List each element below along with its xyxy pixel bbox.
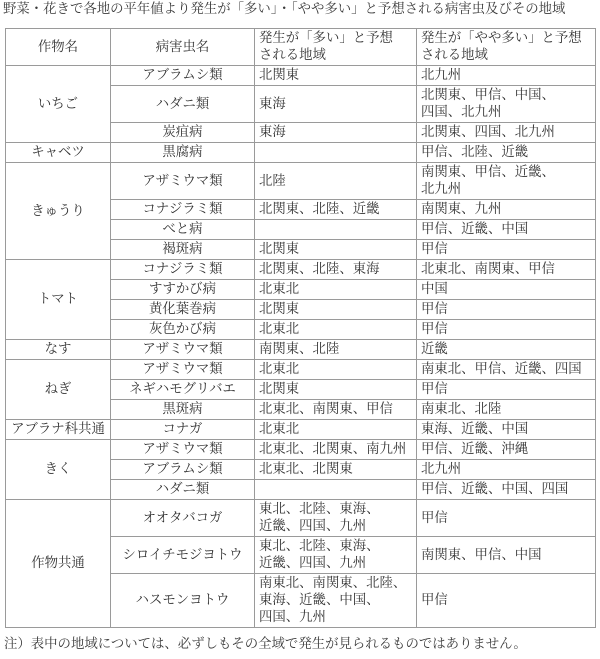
pest-name-cell: すすかび病 — [111, 280, 255, 300]
region-line: 北関東、北陸、東海 — [259, 262, 380, 277]
header-slightly-high-regions — [417, 29, 596, 66]
region-line: 北東北、北関東 — [259, 462, 353, 477]
slightly-high-regions-cell — [417, 200, 596, 220]
table-row — [6, 260, 596, 280]
slightly-high-regions-cell — [417, 143, 596, 163]
region-line: 北関東 — [259, 382, 300, 397]
region-line: 南東北、南関東、北陸、 — [259, 576, 407, 591]
high-regions-cell — [255, 460, 417, 480]
slightly-high-regions-cell — [417, 300, 596, 320]
header-high-regions — [255, 29, 417, 66]
region-line: 近畿、四国、九州 — [259, 556, 367, 571]
high-regions-cell — [255, 480, 417, 500]
slightly-high-regions-cell — [417, 320, 596, 340]
slightly-high-regions-cell — [417, 86, 596, 123]
pest-name-cell: アザミウマ類 — [111, 163, 255, 200]
pest-name-cell: 黒腐病 — [111, 143, 255, 163]
region-line: 甲信 — [421, 593, 448, 608]
table-row — [6, 143, 596, 163]
region-line: 北関東 — [259, 302, 300, 317]
table-row — [6, 420, 596, 440]
slightly-high-regions-cell — [417, 340, 596, 360]
crop-cell: 作物共通 — [6, 500, 111, 628]
region-line: 北陸 — [259, 173, 286, 189]
crop-cell: キャベツ — [6, 143, 111, 163]
header-pest: 病害虫名 — [111, 29, 255, 66]
pest-name-cell: ハスモンヨトウ — [111, 574, 255, 628]
pest-name-cell: アブラムシ類 — [111, 460, 255, 480]
region-line: 東海 — [259, 125, 286, 140]
slightly-high-regions-cell — [417, 480, 596, 500]
region-line: 北関東 — [259, 242, 300, 257]
pest-name-cell: コナジラミ類 — [111, 260, 255, 280]
region-line: 北関東、甲信、中国、 — [421, 88, 555, 103]
header-line: される地域 — [421, 48, 488, 63]
region-line: 近畿 — [421, 342, 448, 357]
pest-forecast-table — [5, 28, 596, 628]
region-line: 東海 — [259, 96, 286, 112]
crop-cell: アブラナ科共通 — [6, 420, 111, 440]
high-regions-cell — [255, 66, 417, 86]
slightly-high-regions-cell — [417, 420, 596, 440]
high-regions-cell — [255, 500, 417, 537]
region-line: 甲信、北陸、近畿 — [421, 145, 529, 160]
region-line: 北東北 — [259, 362, 300, 377]
crop-cell: きゅうり — [6, 163, 111, 260]
region-line: 南関東、北陸 — [259, 342, 340, 357]
pest-name-cell: 灰色かび病 — [111, 320, 255, 340]
region-line: 南東北、北陸 — [421, 402, 502, 417]
high-regions-cell — [255, 280, 417, 300]
high-regions-cell — [255, 163, 417, 200]
slightly-high-regions-cell — [417, 280, 596, 300]
region-line: 北東北 — [259, 282, 300, 297]
high-regions-cell — [255, 340, 417, 360]
region-line: 甲信 — [421, 302, 448, 317]
slightly-high-regions-cell — [417, 360, 596, 380]
region-line: 中国 — [421, 282, 448, 297]
region-line: 東海、近畿、中国 — [421, 422, 529, 437]
slightly-high-regions-cell — [417, 220, 596, 240]
high-regions-cell — [255, 300, 417, 320]
region-line: 南関東、九州 — [421, 202, 502, 217]
slightly-high-regions-cell — [417, 537, 596, 574]
pest-name-cell: アザミウマ類 — [111, 440, 255, 460]
high-regions-cell — [255, 420, 417, 440]
region-line: 四国、九州 — [259, 610, 326, 625]
region-line: 甲信 — [421, 322, 448, 337]
region-line: 東海、近畿、中国、 — [259, 593, 380, 608]
table-row — [6, 66, 596, 86]
region-line: 北九州 — [421, 182, 462, 197]
region-line: 北関東 — [259, 68, 300, 83]
table-row — [6, 340, 596, 360]
pest-name-cell: ネギハモグリバエ — [111, 380, 255, 400]
high-regions-cell — [255, 123, 417, 143]
region-line: 北東北、南関東、甲信 — [259, 402, 393, 417]
pest-name-cell: アザミウマ類 — [111, 360, 255, 380]
crop-cell: いちご — [6, 66, 111, 143]
crop-cell: トマト — [6, 260, 111, 340]
region-line: 北東北、北関東、南九州 — [259, 442, 407, 457]
high-regions-cell — [255, 320, 417, 340]
high-regions-cell — [255, 86, 417, 123]
pest-name-cell: ハダニ類 — [111, 86, 255, 123]
pest-name-cell: 黒斑病 — [111, 400, 255, 420]
table-row — [6, 360, 596, 380]
slightly-high-regions-cell — [417, 123, 596, 143]
pest-name-cell: 褐斑病 — [111, 240, 255, 260]
slightly-high-regions-cell — [417, 574, 596, 628]
region-line: 北九州 — [421, 68, 462, 83]
region-line: 北関東、北陸、近畿 — [259, 202, 380, 217]
table-row — [6, 163, 596, 200]
footnote: 注）表中の地域については、必ずしもその全域で発生が見られるものではありません。 — [4, 637, 527, 652]
slightly-high-regions-cell — [417, 240, 596, 260]
pest-name-cell: アザミウマ類 — [111, 340, 255, 360]
high-regions-cell — [255, 380, 417, 400]
high-regions-cell — [255, 220, 417, 240]
crop-cell: なす — [6, 340, 111, 360]
region-line: 北東北 — [259, 422, 300, 437]
region-line: 北東北、南関東、甲信 — [421, 262, 555, 277]
pest-name-cell: ハダニ類 — [111, 480, 255, 500]
header-crop: 作物名 — [6, 29, 111, 66]
crop-cell: ねぎ — [6, 360, 111, 420]
slightly-high-regions-cell — [417, 400, 596, 420]
pest-name-cell: コナガ — [111, 420, 255, 440]
header-row — [6, 29, 596, 66]
high-regions-cell — [255, 143, 417, 163]
header-line: される地域 — [259, 48, 326, 63]
header-line: 発生が「多い」と予想 — [259, 31, 393, 46]
pest-name-cell: 炭疽病 — [111, 123, 255, 143]
region-line: 近畿、四国、九州 — [259, 519, 367, 534]
region-line: 甲信、近畿、沖縄 — [421, 442, 529, 457]
high-regions-cell — [255, 400, 417, 420]
table-row — [6, 440, 596, 460]
table-row — [6, 500, 596, 537]
table-header — [6, 29, 596, 66]
table-body — [6, 66, 596, 628]
region-line: 北九州 — [421, 462, 462, 477]
header-line: 発生が「やや多い」と予想 — [421, 31, 582, 46]
region-line: 甲信 — [421, 382, 448, 397]
region-line: 甲信 — [421, 242, 448, 257]
region-line: 甲信、近畿、中国 — [421, 222, 529, 237]
region-line: 甲信 — [421, 510, 448, 526]
slightly-high-regions-cell — [417, 260, 596, 280]
region-line: 四国、北九州 — [421, 105, 502, 120]
pest-name-cell: 黄化葉巻病 — [111, 300, 255, 320]
slightly-high-regions-cell — [417, 440, 596, 460]
region-line: 北関東、四国、北九州 — [421, 125, 555, 140]
region-line: 北東北 — [259, 322, 300, 337]
pest-name-cell: コナジラミ類 — [111, 200, 255, 220]
slightly-high-regions-cell — [417, 163, 596, 200]
high-regions-cell — [255, 537, 417, 574]
high-regions-cell — [255, 440, 417, 460]
slightly-high-regions-cell — [417, 380, 596, 400]
crop-cell: きく — [6, 440, 111, 500]
region-line: 南関東、甲信、近畿、 — [421, 165, 555, 180]
high-regions-cell — [255, 574, 417, 628]
pest-name-cell: シロイチモジヨトウ — [111, 537, 255, 574]
high-regions-cell — [255, 200, 417, 220]
high-regions-cell — [255, 360, 417, 380]
region-line: 南東北、甲信、近畿、四国 — [421, 362, 582, 377]
region-line: 甲信、近畿、中国、四国 — [421, 482, 569, 497]
slightly-high-regions-cell — [417, 460, 596, 480]
slightly-high-regions-cell — [417, 500, 596, 537]
slightly-high-regions-cell — [417, 66, 596, 86]
region-line: 東北、北陸、東海、 — [259, 539, 380, 554]
pest-name-cell: アブラムシ類 — [111, 66, 255, 86]
region-line: 南関東、甲信、中国 — [421, 547, 542, 563]
pest-name-cell: オオタバコガ — [111, 500, 255, 537]
page-title: 野菜・花きで各地の平年値より発生が「多い」・「やや多い」と予想される病害虫及びその地域 — [3, 2, 566, 17]
region-line: 東北、北陸、東海、 — [259, 502, 380, 517]
high-regions-cell — [255, 260, 417, 280]
pest-name-cell: べと病 — [111, 220, 255, 240]
high-regions-cell — [255, 240, 417, 260]
